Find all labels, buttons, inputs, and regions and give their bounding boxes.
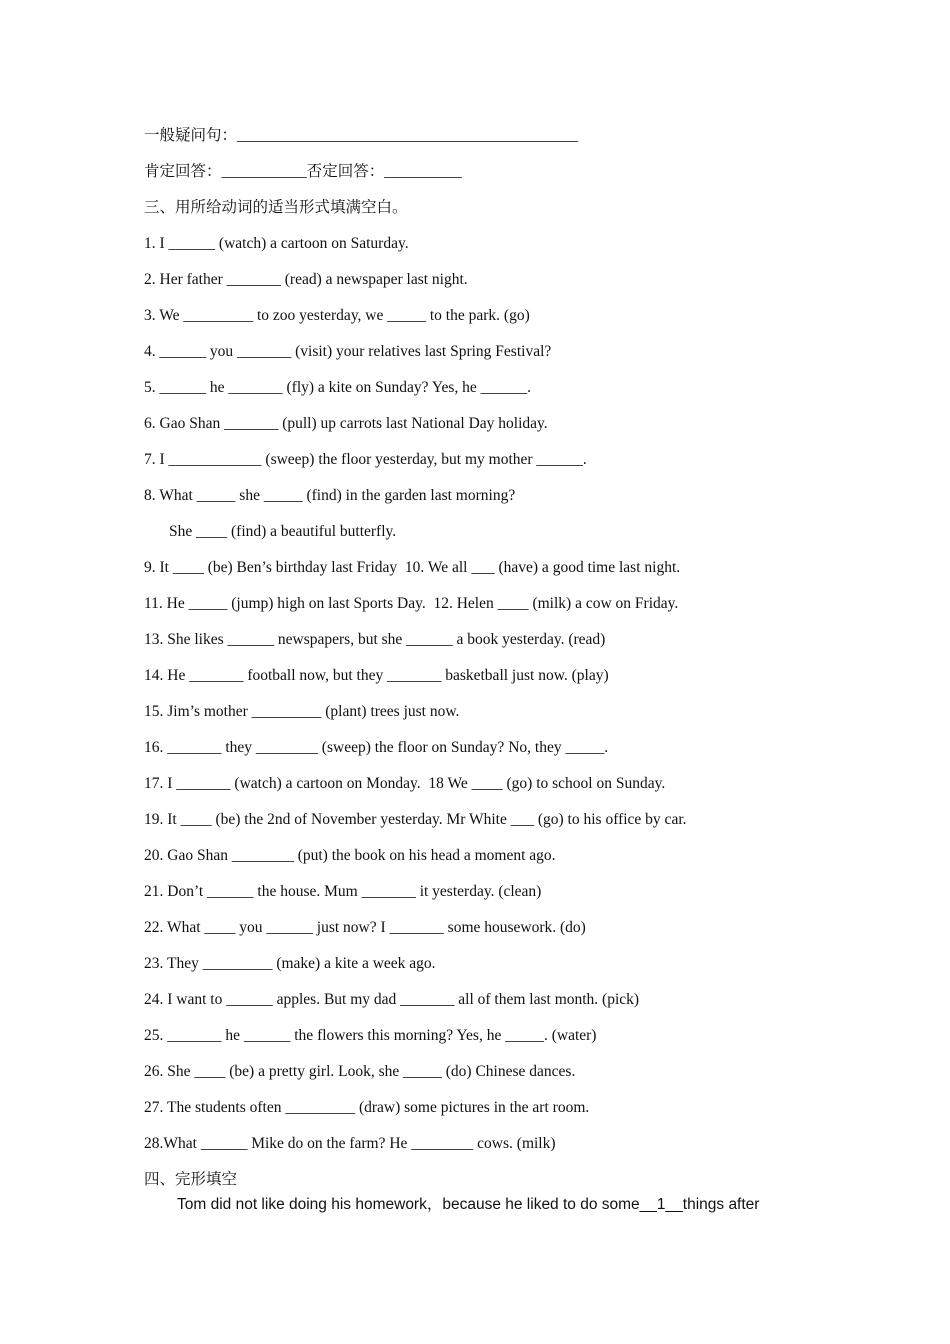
exercise-item: 17. I _______ (watch) a cartoon on Monday. 18 We ____ (go) to school on Sunday. — [144, 775, 666, 792]
exercise-item: 27. The students often _________ (draw) some pictures in the art room. — [144, 1099, 590, 1116]
section-3-heading: 三、用所给动词的适当形式填满空白。 — [144, 199, 408, 216]
section-4-heading: 四、完形填空 — [144, 1171, 238, 1188]
exercise-item: 22. What ____ you ______ just now? I _______ some housework. (do) — [144, 919, 586, 936]
exercise-item: 26. She ____ (be) a pretty girl. Look, she _____ (do) Chinese dances. — [144, 1063, 576, 1080]
exercise-item: 9. It ____ (be) Ben’s birthday last Friday 10. We all ___ (have) a good time last night. — [144, 559, 681, 576]
exercise-item: 4. ______ you _______ (visit) your relatives last Spring Festival? — [144, 343, 552, 360]
exercise-item: 16. _______ they ________ (sweep) the floor on Sunday? No, they _____. — [144, 739, 609, 756]
exercise-item: 7. I ____________ (sweep) the floor yesterday, but my mother ______. — [144, 451, 587, 468]
exercise-item: 14. He _______ football now, but they _______ basketball just now. (play) — [144, 667, 609, 684]
exercise-item: 6. Gao Shan _______ (pull) up carrots last National Day holiday. — [144, 415, 548, 432]
general-question-line: 一般疑问句：____________________________________________ — [144, 127, 579, 144]
exercise-item: 15. Jim’s mother _________ (plant) trees just now. — [144, 703, 460, 720]
exercise-item-continuation: She ____ (find) a beautiful butterfly. — [169, 523, 397, 540]
exercise-item: 19. It ____ (be) the 2nd of November yesterday. Mr White ___ (go) to his office by car. — [144, 811, 687, 828]
exercise-item: 1. I ______ (watch) a cartoon on Saturday. — [144, 235, 409, 252]
cloze-passage-line: Tom did not like doing his homework，because he liked to do some__1__things after — [177, 1196, 760, 1213]
exercise-item: 23. They _________ (make) a kite a week ago. — [144, 955, 436, 972]
answer-line: 肯定回答：___________否定回答：__________ — [144, 163, 462, 180]
exercise-item: 11. He _____ (jump) high on last Sports Day. 12. Helen ____ (milk) a cow on Friday. — [144, 595, 679, 612]
exercise-item: 20. Gao Shan ________ (put) the book on his head a moment ago. — [144, 847, 556, 864]
exercise-item: 8. What _____ she _____ (find) in the garden last morning? — [144, 487, 516, 504]
exercise-item: 25. _______ he ______ the flowers this morning? Yes, he _____. (water) — [144, 1027, 597, 1044]
exercise-item: 2. Her father _______ (read) a newspaper last night. — [144, 271, 468, 288]
exercise-item: 5. ______ he _______ (fly) a kite on Sunday? Yes, he ______. — [144, 379, 532, 396]
exercise-item: 28.What ______ Mike do on the farm? He ________ cows. (milk) — [144, 1135, 556, 1152]
exercise-item: 13. She likes ______ newspapers, but she ______ a book yesterday. (read) — [144, 631, 606, 648]
exercise-item: 21. Don’t ______ the house. Mum _______ it yesterday. (clean) — [144, 883, 542, 900]
exercise-item: 24. I want to ______ apples. But my dad _______ all of them last month. (pick) — [144, 991, 640, 1008]
exercise-item: 3. We _________ to zoo yesterday, we _____ to the park. (go) — [144, 307, 530, 324]
